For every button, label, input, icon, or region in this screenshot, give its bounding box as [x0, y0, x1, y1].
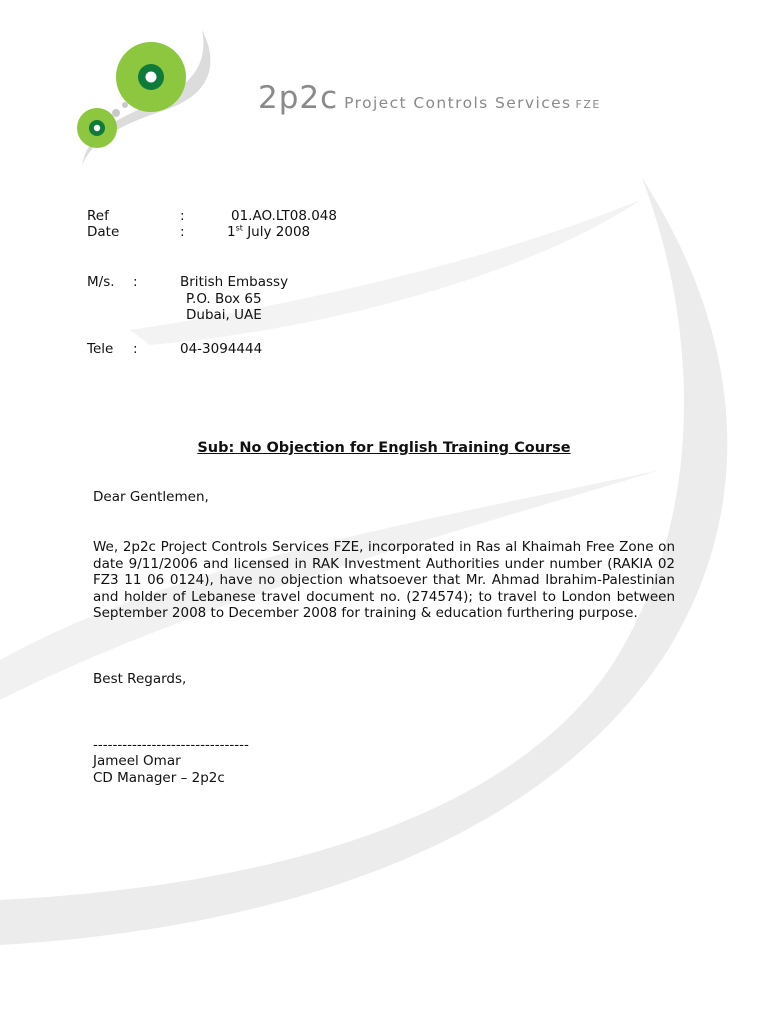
signature-line: --------------------------------: [93, 737, 249, 753]
tele-label: Tele: [87, 341, 114, 357]
recipient-line: P.O. Box 65: [186, 291, 262, 307]
brand-name: 2p2c: [258, 80, 339, 116]
ref-label: Ref: [87, 208, 109, 224]
tele-separator: :: [133, 341, 138, 357]
tele-value: 04-3094444: [180, 341, 263, 357]
brand-wordmark: [258, 80, 601, 116]
signatory-title: CD Manager – 2p2c: [93, 770, 225, 786]
body-paragraph: We, 2p2c Project Controls Services FZE, incorporated in Ras al Khaimah Free Zone on date 9/11/2006 and licensed in RAK Investment Authorities under number (RAKIA 02 FZ3 11 06 0124), have no objection whatsoever that Mr. Ahmad Ibrahim-Palestinian and holder of Lebanese travel document no. (274574); to travel to London between September 2008 to December 2008 for training & education furthering purpose.: [93, 539, 675, 622]
ref-value: 01.AO.LT08.048: [231, 208, 337, 224]
subject-text: Sub: No Objection for English Training Course: [197, 440, 571, 456]
brand-tagline: Project Controls Services: [344, 94, 572, 112]
date-label: Date: [87, 224, 120, 240]
salutation: Dear Gentlemen,: [93, 489, 209, 505]
signatory-name: Jameel Omar: [93, 753, 181, 769]
recipient-line: Dubai, UAE: [186, 307, 262, 323]
brand-suffix: FZE: [575, 98, 601, 111]
company-logo-icon: [70, 25, 220, 170]
date-month-year: July 2008: [242, 224, 311, 240]
date-value: [227, 224, 310, 241]
recipient-line: British Embassy: [180, 274, 289, 290]
recipient-label: M/s.: [87, 274, 115, 290]
recipient-separator: :: [133, 274, 138, 290]
date-suffix: st: [235, 223, 243, 233]
ref-separator: :: [180, 208, 185, 224]
closing: Best Regards,: [93, 671, 187, 687]
subject-line: [0, 439, 768, 457]
date-day: 1: [227, 224, 236, 240]
date-separator: :: [180, 224, 185, 240]
